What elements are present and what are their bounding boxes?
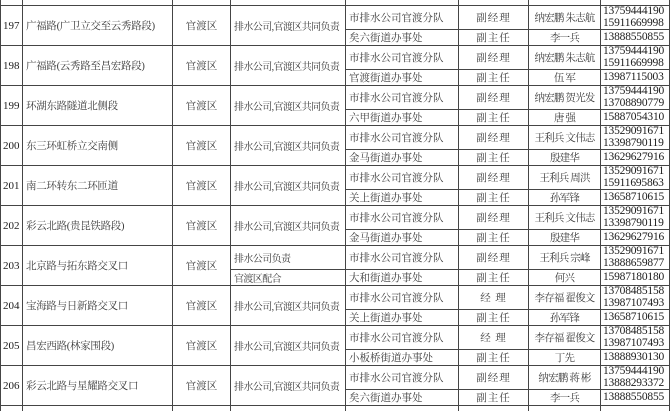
responsibility-cell: 排水公司,官渡区共同负责 [231,46,346,85]
position-cell: 副主任 [459,390,529,405]
person-cell: 伍 军 [529,70,601,85]
phone-cell [601,406,669,411]
position-cell: 副经理 [459,6,529,29]
table-row [1,86,669,126]
position-cell: 副主任 [459,350,529,365]
sub-row [346,366,669,390]
org-cell: 金马街道办事处 [346,150,459,165]
phone-cell [601,0,669,5]
row-number-cell: 203 [1,246,23,285]
district-cell: 官渡区 [173,366,231,405]
phone-cell: 13658710615 [603,310,665,323]
org-cell: 大和街道办事处 [346,270,459,285]
row-number-cell: 197 [1,6,23,45]
phone-cell: 13888930130 [603,350,665,363]
org-cell: 市排水公司官渡分队 [346,126,459,149]
sub-row [346,230,669,245]
position-cell: 副主任 [459,150,529,165]
phone-cell: 13888550855 [603,390,665,403]
responsibility-cell [231,406,346,411]
org-cell: 市排水公司官渡分队 [346,206,459,229]
road-cell: 昌宏西路(林家围段) [23,326,173,365]
sub-row [346,46,669,70]
person-cell: 纳宏鹏 蒋 彬 [529,366,601,389]
position-cell: 副主任 [459,310,529,325]
person-cell: 王利兵 文伟志 [529,206,601,229]
sub-row [346,110,669,125]
person-cell: 孙军锋 [529,310,601,325]
sub-row [346,30,669,45]
position-cell: 副经理 [459,366,529,389]
sub-row [346,350,669,365]
phone-cell: 13759444190 15911669998 [603,46,665,69]
org-cell: 市排水公司官渡分队 [346,166,459,189]
sub-row [346,310,669,325]
position-cell: 副经理 [459,206,529,229]
road-cell: 北京路与拓东路交叉口 [23,246,173,285]
person-cell [529,0,601,5]
row-number-cell [1,0,23,5]
responsibility-cell: 排水公司,官渡区共同负责 [231,6,346,45]
responsibility-cell: 排水公司,官渡区共同负责 [231,366,346,405]
sub-row [346,86,669,110]
table-row [1,246,669,286]
org-cell: 市排水公司官渡分队 [346,366,459,389]
phone-cell: 13759444190 15911669998 [603,6,665,29]
org-cell: 市排水公司官渡分队 [346,286,459,309]
org-cell: 关上街道办事处 [346,190,459,205]
phone-cell: 13629627916 [603,150,665,163]
org-cell: 市排水公司官渡分队 [346,326,459,349]
position-cell: 副主任 [459,270,529,285]
sub-row [346,246,669,270]
row-number-cell [1,406,23,411]
road-cell: 宝海路与日新路交叉口 [23,286,173,325]
sub-row [346,286,669,310]
responsibility-cell: 排水公司,官渡区共同负责 [231,206,346,245]
phone-cell: 13629627916 [603,230,665,243]
row-number-cell: 200 [1,126,23,165]
person-cell: 殷建华 [529,230,601,245]
phone-cell: 15887054310 [603,110,665,123]
person-cell: 王利兵 宗峰 [529,246,601,269]
person-cell: 纳宏鹏 贺光发 [529,86,601,109]
district-cell: 官渡区 [173,326,231,365]
org-cell: 关上街道办事处 [346,310,459,325]
org-cell [346,0,459,5]
responsibility-secondary: 官渡区配合 [234,274,281,285]
position-cell: 副主任 [459,230,529,245]
district-cell: 官渡区 [173,126,231,165]
position-cell: 副经理 [459,126,529,149]
sub-row [346,326,669,350]
org-cell: 金马街道办事处 [346,230,459,245]
table-row [1,286,669,326]
sub-row [346,390,669,405]
phone-cell: 13708485158 13987107493 [603,286,665,309]
position-cell: 副经理 [459,46,529,69]
org-cell: 市排水公司官渡分队 [346,6,459,29]
road-cell: 南二环转东二环匝道 [23,166,173,205]
phone-cell: 13529091671 13398790119 [603,126,665,149]
person-cell: 唐 强 [529,110,601,125]
row-number-cell: 201 [1,166,23,205]
table-row [1,206,669,246]
person-cell: 丁先 [529,350,601,365]
org-cell: 六甲街道办事处 [346,110,459,125]
phone-cell: 13759444190 13888293372 [603,366,665,389]
phone-cell: 13888550855 [603,30,665,43]
position-cell [459,406,529,411]
person-cell: 王利兵 周洪 [529,166,601,189]
phone-cell: 13658710615 [603,190,665,203]
person-cell: 纳宏鹏 朱志航 [529,46,601,69]
responsibility-cell [231,0,346,5]
position-cell: 副主任 [459,110,529,125]
person-cell: 李存福 翟俊文 [529,286,601,309]
road-cell: 彩云北路(贵昆铁路段) [23,206,173,245]
phone-cell: 13529091671 13888659877 [603,246,665,269]
position-cell: 副经理 [459,86,529,109]
person-cell: 李一兵 [529,30,601,45]
district-cell [173,406,231,411]
org-cell: 矣六街道办事处 [346,30,459,45]
position-cell: 经 理 [459,326,529,349]
phone-cell: 13529091671 13398790119 [603,206,665,229]
district-cell: 官渡区 [173,46,231,85]
responsibility-cell [231,246,346,285]
road-cell [23,406,173,411]
responsibility-cell: 排水公司,官渡区共同负责 [231,166,346,205]
sub-row [346,150,669,165]
sub-row [346,206,669,230]
sub-row [346,190,669,205]
row-number-cell: 206 [1,366,23,405]
org-cell: 官渡街道办事处 [346,70,459,85]
district-cell: 官渡区 [173,166,231,205]
sub-row [346,70,669,85]
person-cell: 殷建华 [529,150,601,165]
district-cell: 官渡区 [173,286,231,325]
row-number-cell: 204 [1,286,23,325]
sub-row [346,6,669,30]
person-cell: 纳宏鹏 朱志航 [529,6,601,29]
district-cell: 官渡区 [173,86,231,125]
row-number-cell: 205 [1,326,23,365]
road-cell [23,0,173,5]
district-cell: 官渡区 [173,6,231,45]
org-cell: 市排水公司官渡分队 [346,86,459,109]
person-cell: 李存福 翟俊文 [529,326,601,349]
person-cell [529,406,601,411]
person-cell: 何兴 [529,270,601,285]
table-row [1,6,669,46]
district-cell: 官渡区 [173,206,231,245]
position-cell: 副主任 [459,190,529,205]
table-row [1,366,669,406]
road-cell: 彩云北路与星耀路交叉口 [23,366,173,405]
person-cell: 孙军锋 [529,190,601,205]
sub-row [346,166,669,190]
phone-cell: 13708485158 13987107493 [603,326,665,349]
position-cell: 副经理 [459,166,529,189]
responsibility-cell: 排水公司,官渡区共同负责 [231,126,346,165]
sub-row [346,126,669,150]
phone-cell: 13529091671 15911695863 [603,166,665,189]
phone-cell: 13987115003 [603,70,664,83]
table-row [1,166,669,206]
org-cell: 市排水公司官渡分队 [346,46,459,69]
phone-cell: 15987180180 [603,270,665,283]
phone-cell: 13759444190 13708890779 [603,86,665,109]
table-row [1,46,669,86]
road-cell: 广福路(广卫立交至云秀路段) [23,6,173,45]
org-cell: 小板桥街道办事处 [346,350,459,365]
row-number-cell: 199 [1,86,23,125]
org-cell [346,406,459,411]
responsibility-cell: 排水公司,官渡区共同负责 [231,286,346,325]
partial-row-bottom [1,406,669,411]
table-row [1,126,669,166]
row-number-cell: 202 [1,206,23,245]
responsibility-cell: 排水公司,官渡区共同负责 [231,86,346,125]
responsibility-cell: 排水公司,官渡区共同负责 [231,326,346,365]
org-cell: 矣六街道办事处 [346,390,459,405]
responsibility-primary: 排水公司负责 [231,246,345,270]
row-number-cell: 198 [1,46,23,85]
road-cell: 广福路(云秀路至昌宏路段) [23,46,173,85]
table-row [1,326,669,366]
position-cell: 副经理 [459,246,529,269]
road-cell: 东三环虹桥立交南侧 [23,126,173,165]
org-cell: 市排水公司官渡分队 [346,246,459,269]
district-cell: 官渡区 [173,246,231,285]
sub-row [346,270,669,285]
position-cell: 副主任 [459,70,529,85]
position-cell [459,0,529,5]
road-cell: 环湖东路隧道北侧段 [23,86,173,125]
person-cell: 李一兵 [529,390,601,405]
position-cell: 经 理 [459,286,529,309]
district-cell [173,0,231,5]
person-cell: 王利兵 文伟志 [529,126,601,149]
position-cell: 副主任 [459,30,529,45]
